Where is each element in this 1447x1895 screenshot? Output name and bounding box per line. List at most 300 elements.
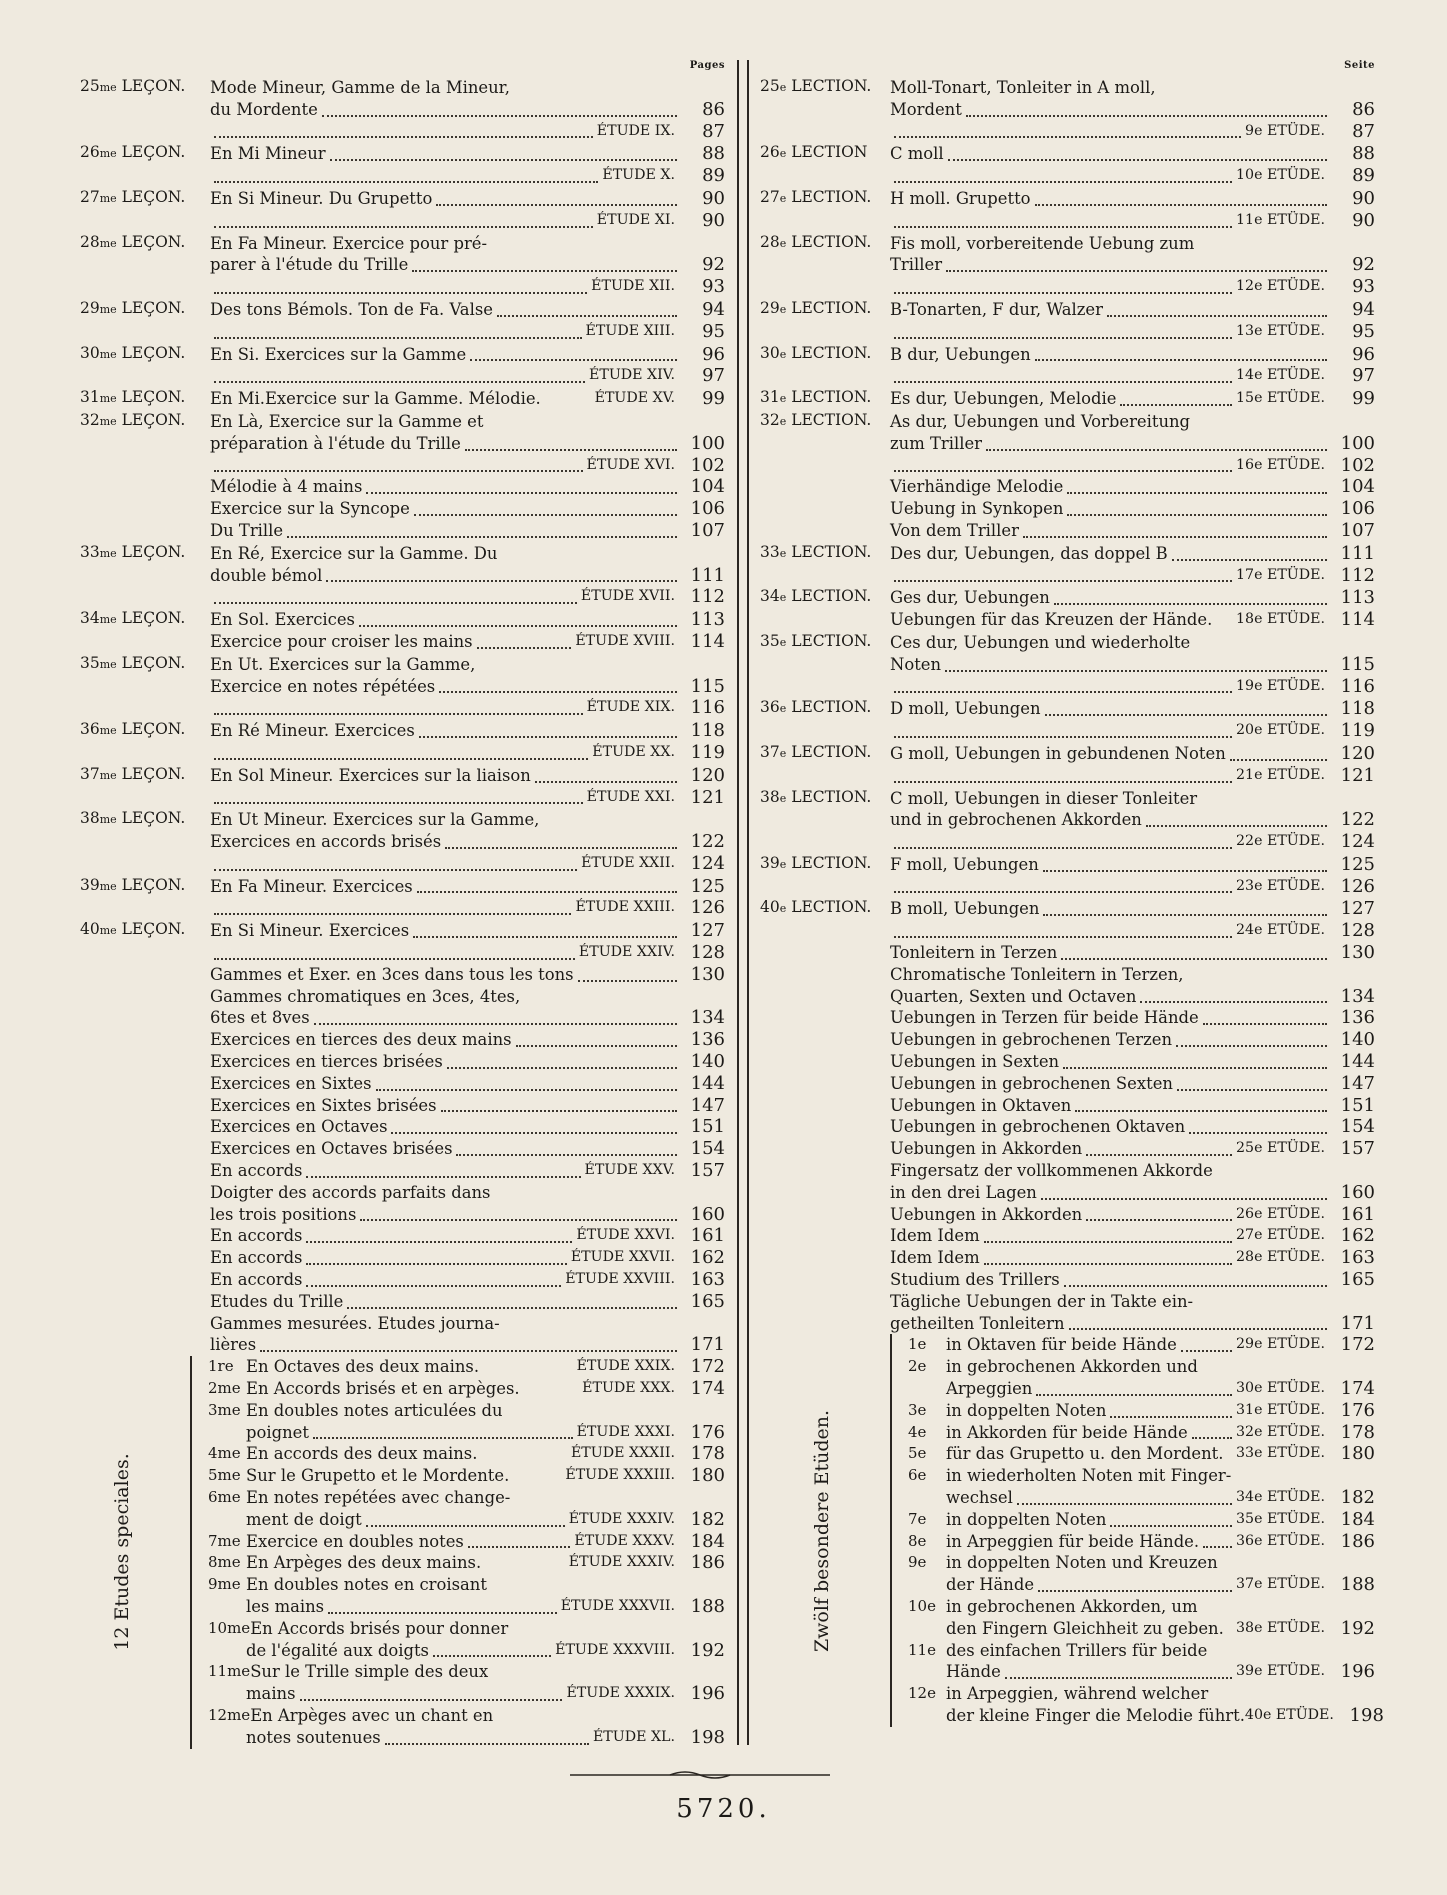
toc-entry — [760, 1116, 1375, 1138]
page-number: 104 — [1340, 476, 1375, 498]
lesson-word: LEÇON. — [121, 143, 186, 162]
toc-entry — [80, 1029, 725, 1051]
toc-entry — [80, 631, 725, 653]
toc-entry — [760, 853, 1375, 876]
entry-text: Etudes du Trille — [210, 1291, 344, 1311]
dot-leader — [436, 204, 677, 206]
dot-leader — [984, 1263, 1232, 1265]
dot-leader — [214, 758, 588, 760]
page-number: 89 — [1352, 165, 1375, 187]
lesson-suffix: me — [99, 879, 117, 893]
lesson-suffix: me — [99, 546, 117, 560]
toc-entry — [80, 121, 725, 143]
entry-text: in Oktaven für beide Hände — [946, 1335, 1177, 1355]
lesson-word: LECTION. — [791, 343, 872, 362]
toc-entry — [80, 808, 725, 831]
dot-leader — [894, 381, 1232, 383]
entry-text: Uebungen in Oktaven — [890, 1095, 1072, 1115]
lesson-word: LEÇON. — [121, 720, 186, 739]
plate-number: 5720. — [676, 1794, 771, 1824]
toc-entry — [80, 1291, 725, 1313]
entry-text: double bémol — [210, 565, 323, 585]
lesson-suffix: me — [99, 768, 117, 782]
dot-leader — [465, 449, 677, 451]
entry-text: En Octaves des deux mains. — [246, 1357, 480, 1377]
lesson-suffix: e — [779, 81, 787, 94]
lesson-suffix: me — [99, 813, 117, 827]
lesson-label — [80, 410, 210, 433]
lesson-number: 34 — [760, 587, 780, 606]
etude-ref: 39e ETÜDE. — [1236, 1663, 1325, 1680]
dot-leader — [260, 1350, 677, 1352]
special-etude-entry — [208, 1727, 725, 1749]
lesson-number: 28 — [80, 232, 100, 251]
lesson-suffix: e — [779, 746, 787, 760]
dot-leader — [1063, 1067, 1327, 1069]
dot-leader — [1038, 1590, 1232, 1592]
special-etude-entry — [908, 1704, 1384, 1727]
etude-ref: 40e ETÜDE. — [1244, 1706, 1334, 1723]
etude-ref: 26e ETÜDE. — [1236, 1205, 1325, 1222]
toc-entry — [760, 1029, 1375, 1051]
dot-leader — [468, 1546, 571, 1548]
lesson-label — [760, 187, 890, 210]
toc-entry — [80, 719, 725, 742]
etude-ref: 16e ETÜDE. — [1236, 456, 1325, 473]
page-number: 111 — [1340, 542, 1375, 564]
entry-text: Hände — [946, 1662, 1001, 1682]
etude-number: 4e — [908, 1422, 927, 1441]
lesson-suffix: me — [99, 236, 117, 250]
entry-text: En Accords brisés et en arpèges. — [246, 1379, 520, 1399]
toc-entry — [760, 1204, 1375, 1226]
etude-ref: 38e ETÜDE. — [1236, 1619, 1325, 1636]
lesson-suffix: me — [99, 392, 117, 406]
toc-entry — [80, 433, 725, 455]
lesson-word: LECTION. — [791, 77, 872, 95]
page-number: 88 — [702, 143, 725, 165]
entry-text: Mélodie à 4 mains — [210, 477, 363, 497]
etude-number: 9e — [908, 1553, 927, 1572]
toc-entry — [80, 387, 725, 410]
dot-leader — [948, 159, 1327, 161]
toc-entry — [760, 254, 1375, 276]
dot-leader — [391, 1132, 677, 1134]
dot-leader — [1203, 1023, 1327, 1025]
page-number: 127 — [690, 920, 725, 942]
dot-leader — [330, 159, 677, 161]
page-number: 106 — [690, 498, 725, 520]
toc-entry — [760, 1269, 1375, 1291]
special-etude-entry — [908, 1683, 1375, 1705]
page-number: 93 — [1352, 276, 1375, 298]
dot-leader — [214, 381, 585, 383]
entry-text: Fis moll, vorbereitende Uebung zum — [890, 233, 1195, 253]
dot-leader — [1067, 514, 1327, 516]
lesson-label — [760, 697, 890, 720]
page-number: 119 — [690, 741, 725, 763]
toc-entry — [760, 1160, 1375, 1182]
entry-text: Uebungen in gebrochenen Terzen — [890, 1030, 1173, 1050]
entry-text: der kleine Finger die Melodie führt. — [946, 1705, 1245, 1725]
entry-text: préparation à l'étude du Trille — [210, 433, 461, 453]
lesson-label — [760, 298, 890, 321]
entry-text: Exercices en Sixtes brisées — [210, 1095, 437, 1115]
page-number: 140 — [690, 1051, 725, 1073]
lesson-suffix: e — [779, 591, 787, 605]
toc-entry — [760, 1051, 1375, 1073]
dot-leader — [412, 270, 677, 272]
toc-entry — [760, 920, 1375, 942]
page-number: 130 — [1340, 942, 1375, 964]
dot-leader — [894, 337, 1232, 339]
dot-leader — [516, 1045, 677, 1047]
etude-number: 5me — [208, 1466, 241, 1485]
lesson-suffix: me — [99, 347, 117, 361]
entry-text: En Ré Mineur. Exercices — [210, 721, 415, 741]
etude-number: 7me — [208, 1531, 241, 1550]
lesson-word: LECTION. — [791, 388, 872, 407]
page-number: 116 — [690, 697, 725, 719]
entry-text: les mains — [246, 1596, 325, 1616]
entry-text: H moll. Grupetto — [890, 188, 1031, 208]
etude-ref: 32e ETÜDE. — [1236, 1423, 1325, 1440]
lesson-suffix: e — [779, 392, 787, 406]
entry-text: Des dur, Uebungen, das doppel B — [890, 543, 1168, 563]
etude-number: 3me — [208, 1400, 241, 1419]
page-number: 171 — [690, 1334, 725, 1356]
toc-entry — [80, 697, 725, 719]
page-number: 112 — [1340, 564, 1375, 586]
dot-leader — [314, 1023, 677, 1025]
lesson-word: LEÇON. — [121, 653, 186, 672]
page-number: 157 — [1340, 1138, 1375, 1160]
etude-ref: 20e ETÜDE. — [1236, 722, 1325, 739]
lesson-word: LECTION. — [791, 232, 872, 251]
toc-entry — [80, 1334, 725, 1356]
etude-number: 2me — [208, 1379, 241, 1398]
entry-text: C moll — [890, 144, 944, 164]
special-etude-entry — [208, 1618, 725, 1640]
dot-leader — [214, 136, 593, 138]
entry-text: Idem Idem — [890, 1226, 980, 1246]
toc-entry — [760, 232, 1375, 255]
page-number: 92 — [702, 254, 725, 276]
page-number: 121 — [1340, 764, 1375, 786]
etude-number: 6me — [208, 1488, 241, 1506]
page-number: 162 — [690, 1247, 725, 1269]
etude-number: 9me — [208, 1575, 241, 1594]
toc-entry — [760, 343, 1375, 366]
etude-ref: 29e ETÜDE. — [1236, 1336, 1325, 1353]
page-number: 113 — [690, 609, 725, 631]
lesson-suffix: e — [779, 347, 787, 361]
toc-entry — [80, 321, 725, 343]
toc-entry — [80, 1204, 725, 1226]
toc-entry — [760, 742, 1375, 765]
ornamental-rule — [570, 1769, 830, 1781]
page-number: 186 — [690, 1552, 725, 1574]
page-number: 151 — [690, 1116, 725, 1138]
page-number: 186 — [1340, 1530, 1375, 1552]
page-number: 114 — [1340, 609, 1375, 631]
page-number: 134 — [690, 1007, 725, 1029]
french-column — [80, 60, 725, 1749]
entry-text: Es dur, Uebungen, Melodie — [890, 389, 1117, 409]
page-number: 157 — [690, 1160, 725, 1182]
etude-ref: ÉTUDE XXII. — [581, 854, 675, 871]
entry-text: G moll, Uebungen in gebundenen Noten — [890, 743, 1226, 763]
pages-header: Pages — [689, 60, 725, 71]
entry-text: Studium des Trillers — [890, 1270, 1060, 1290]
lesson-number: 26 — [760, 143, 780, 162]
page-number: 165 — [690, 1290, 725, 1312]
entry-text: En accords — [210, 1248, 303, 1268]
etude-ref: ÉTUDE XIV. — [589, 367, 675, 384]
entry-text: En Mi.Exercice sur la Gamme. Mélodie. — [210, 389, 541, 409]
lesson-number: 39 — [80, 875, 100, 894]
dot-leader — [214, 913, 571, 915]
etude-ref: 37e ETÜDE. — [1236, 1576, 1325, 1593]
special-etude-entry — [908, 1443, 1375, 1465]
dot-leader — [1023, 536, 1327, 538]
special-etude-entry — [208, 1596, 725, 1618]
etude-ref: 31e ETÜDE. — [1236, 1401, 1325, 1418]
dot-leader — [894, 891, 1232, 893]
lesson-word: LEÇON. — [121, 809, 186, 828]
etude-ref: ÉTUDE X. — [602, 167, 675, 184]
toc-entry — [80, 875, 725, 898]
entry-text: für das Grupetto u. den Mordent. — [946, 1444, 1224, 1464]
dot-leader — [894, 226, 1232, 228]
lesson-suffix: me — [99, 613, 117, 627]
page-number: 88 — [1352, 143, 1375, 165]
toc-entry — [760, 121, 1375, 143]
special-etude-entry — [908, 1618, 1375, 1640]
lesson-number: 40 — [80, 920, 100, 939]
column-divider — [737, 60, 749, 1745]
page-number: 163 — [690, 1269, 725, 1291]
entry-text: Arpeggien — [946, 1379, 1033, 1399]
dot-leader — [214, 470, 583, 472]
page-number: 124 — [1340, 831, 1375, 853]
dot-leader — [1045, 714, 1327, 716]
entry-text: getheilten Tonleitern — [890, 1313, 1065, 1333]
entry-text: En notes repétées avec change- — [246, 1488, 511, 1507]
toc-entry — [760, 410, 1375, 433]
lesson-word: LEÇON. — [121, 410, 186, 429]
dot-leader — [894, 181, 1232, 183]
dot-leader — [306, 1176, 580, 1178]
etude-ref: ÉTUDE IX. — [596, 122, 675, 139]
toc-entry — [80, 676, 725, 698]
entry-text: Idem Idem — [890, 1248, 980, 1268]
entry-text: Exercices en tierces brisées — [210, 1052, 443, 1072]
entry-text: En accords des deux mains. — [246, 1444, 478, 1464]
lesson-number: 32 — [80, 410, 100, 429]
toc-entry — [80, 476, 725, 498]
special-etude-entry — [908, 1661, 1375, 1683]
entry-text: wechsel — [946, 1488, 1013, 1507]
entry-text: En doubles notes en croisant — [246, 1575, 487, 1595]
lesson-suffix: me — [99, 302, 117, 316]
etude-ref: 23e ETÜDE. — [1236, 877, 1325, 894]
page-number: 95 — [1352, 320, 1375, 342]
dot-leader — [578, 980, 677, 982]
page-number: 125 — [690, 875, 725, 897]
entry-text: Sur le Trille simple des deux — [250, 1662, 489, 1682]
entry-text: En Sol. Exercices — [210, 610, 355, 630]
special-etudes-label: Zwölf besondere Etüden. — [811, 1409, 833, 1652]
page-number: 198 — [1349, 1704, 1384, 1726]
special-etudes-label: 12 Etudes speciales. — [111, 1453, 133, 1652]
toc-entry — [760, 609, 1375, 631]
entry-text: En accords — [210, 1226, 303, 1246]
toc-entry — [760, 142, 1375, 165]
dot-leader — [214, 713, 583, 715]
page-number: 90 — [702, 209, 725, 231]
toc-entry — [80, 276, 725, 298]
lesson-label — [760, 410, 890, 433]
toc-entry — [80, 764, 725, 787]
special-etude-entry — [908, 1487, 1375, 1509]
dot-leader — [441, 1110, 677, 1112]
toc-entry — [760, 210, 1375, 232]
dot-leader — [439, 691, 677, 693]
lesson-suffix: me — [99, 81, 117, 94]
lesson-number: 31 — [80, 388, 100, 407]
entry-text: poignet — [246, 1422, 309, 1442]
page-number: 184 — [1340, 1508, 1375, 1530]
lesson-label — [760, 853, 890, 876]
entry-text: in doppelten Noten — [946, 1400, 1107, 1420]
entry-text: En Si Mineur. Du Grupetto — [210, 188, 433, 208]
toc-entry — [80, 1116, 725, 1138]
toc-entry — [80, 520, 725, 542]
dot-leader — [306, 1263, 566, 1265]
toc-entry — [80, 1313, 725, 1335]
etude-ref: ÉTUDE XIII. — [585, 322, 675, 339]
page-number: 95 — [702, 320, 725, 342]
toc-entry — [80, 853, 725, 875]
toc-entry — [760, 765, 1375, 787]
special-etude-entry — [208, 1552, 725, 1574]
page-number: 130 — [690, 963, 725, 985]
toc-entry — [80, 343, 725, 366]
dot-leader — [328, 1612, 557, 1614]
toc-entry — [760, 1182, 1375, 1204]
etude-ref: 13e ETÜDE. — [1236, 322, 1325, 339]
etude-number: 10me — [208, 1618, 251, 1637]
dot-leader — [385, 1743, 589, 1745]
dot-leader — [445, 847, 677, 849]
special-etude-entry — [908, 1509, 1375, 1531]
etude-ref: 19e ETÜDE. — [1236, 677, 1325, 694]
entry-text: En doubles notes articulées du — [246, 1400, 503, 1420]
lesson-label — [80, 719, 210, 742]
etude-number: 2e — [908, 1357, 927, 1376]
etude-ref: 12e ETÜDE. — [1236, 278, 1325, 295]
dot-leader — [1086, 1219, 1232, 1221]
toc-entry — [760, 542, 1375, 565]
entry-text: Exercices en Octaves brisées — [210, 1139, 453, 1159]
dot-leader — [1110, 1525, 1232, 1527]
toc-entry — [80, 410, 725, 433]
etude-ref: ÉTUDE XI. — [596, 211, 675, 228]
page-number: 86 — [702, 98, 725, 120]
entry-text: Exercices en accords brisés — [210, 832, 442, 852]
page-number: 112 — [690, 586, 725, 608]
lesson-word: LEÇON. — [121, 187, 186, 206]
page-number: 97 — [702, 365, 725, 387]
entry-text: F moll, Uebungen — [890, 854, 1039, 874]
toc-entry — [760, 1225, 1375, 1247]
dot-leader — [1230, 759, 1327, 761]
lesson-label — [80, 343, 210, 366]
lesson-word: LEÇON. — [121, 542, 186, 561]
lesson-label — [80, 76, 210, 99]
toc-entry — [760, 298, 1375, 321]
special-etude-entry — [908, 1400, 1375, 1422]
etude-ref: 33e ETÜDE. — [1236, 1445, 1325, 1462]
etude-ref: ÉTUDE XXXII. — [570, 1445, 675, 1462]
lesson-suffix: e — [779, 546, 787, 560]
page-number: 114 — [690, 630, 725, 652]
entry-text: den Fingern Gleichheit zu geben. — [946, 1618, 1224, 1638]
toc-entry — [80, 1138, 725, 1160]
special-etude-entry — [208, 1443, 725, 1465]
dot-leader — [347, 1307, 677, 1309]
entry-text: Ces dur, Uebungen und wiederholte — [890, 632, 1191, 652]
page-number: 192 — [1340, 1617, 1375, 1639]
dot-leader — [1067, 492, 1327, 494]
dot-leader — [966, 115, 1327, 117]
toc-entry — [80, 919, 725, 942]
lesson-word: LEÇON. — [121, 875, 186, 894]
toc-entry — [80, 1269, 725, 1291]
etude-ref: 30e ETÜDE. — [1236, 1380, 1325, 1397]
dot-leader — [1069, 1328, 1327, 1330]
toc-entry — [80, 542, 725, 565]
special-etude-entry — [208, 1705, 725, 1727]
toc-entry — [80, 831, 725, 853]
page-number: 126 — [1340, 875, 1375, 897]
page-number: 161 — [1340, 1203, 1375, 1225]
entry-text: und in gebrochenen Akkorden — [890, 810, 1142, 830]
entry-text: du Mordente — [210, 99, 318, 119]
lesson-label — [760, 586, 890, 609]
entry-text: En Si Mineur. Exercices — [210, 921, 410, 941]
lesson-label — [760, 631, 890, 654]
etude-number: 11me — [208, 1662, 251, 1681]
toc-entry — [760, 365, 1375, 387]
etude-number: 5e — [908, 1444, 927, 1463]
toc-entry — [80, 942, 725, 964]
etude-ref: ÉTUDE XXI. — [586, 788, 675, 805]
special-etude-entry — [208, 1378, 725, 1400]
page-number: 172 — [690, 1356, 725, 1378]
toc-entry — [80, 897, 725, 919]
lesson-word: LECTION. — [791, 187, 872, 206]
page-number: 120 — [1340, 742, 1375, 764]
entry-text: in doppelten Noten — [946, 1509, 1107, 1529]
lesson-label — [80, 919, 210, 942]
toc-entry — [80, 76, 725, 99]
special-etude-entry — [908, 1574, 1375, 1596]
dot-leader — [894, 292, 1232, 294]
dot-leader — [366, 1525, 565, 1527]
lesson-number: 25 — [760, 77, 780, 95]
